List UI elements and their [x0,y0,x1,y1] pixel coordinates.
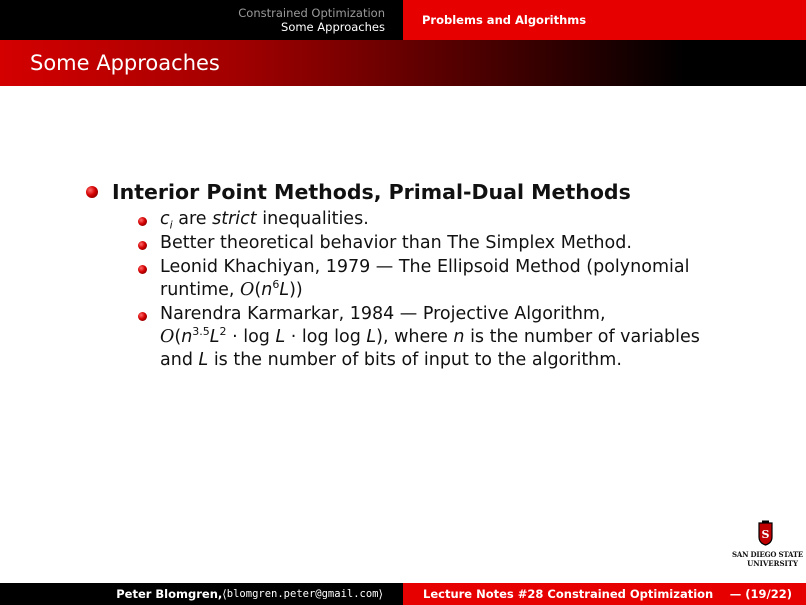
footer-lecture [403,583,806,605]
nav-right-panel [403,0,806,40]
math-var: L [275,327,286,347]
nav-left-panel [0,0,403,40]
bullet-ball-icon [138,241,147,250]
big-o-symbol: O [160,327,175,347]
math-exp: 3.5 [192,325,210,339]
text-span: is the number of bits of input to the algorithm. [208,350,622,370]
list-item-text [160,208,738,231]
bullet-heading: Interior Point Methods, Primal-Dual Methods [112,180,631,204]
bullet-level1 [86,180,756,204]
math-var: L [209,327,220,347]
nav-section-link[interactable]: Constrained Optimization [238,6,385,20]
email-bracket: ⟩ [378,587,383,601]
math-sub: i [169,218,173,232]
text-span: is the number of variables and [160,327,700,370]
bullet-ball-icon [138,265,147,274]
author-email: blomgren.peter@gmail.com [226,588,379,600]
author-name: Peter Blomgren, [116,587,223,601]
lecture-title: Lecture Notes #28 Constrained Optimization [423,587,714,601]
math-text: · log [226,327,276,347]
bullet-ball-icon [138,312,147,321]
top-navigation-bar [0,0,806,40]
logo-text-line2: UNIVERSITY [747,559,798,568]
math-exp: 6 [272,278,280,292]
math-var: n [453,327,465,347]
math-var: n [181,327,193,347]
sub-bullet-list [138,208,738,372]
frame-title-bar [0,40,806,86]
email-bracket: ⟨ [222,587,227,601]
list-item [138,303,738,372]
list-item [138,208,738,231]
math-var: c [160,209,170,229]
footer-author [0,583,403,605]
math-paren: )) [289,280,303,300]
frame-title: Some Approaches [30,51,220,75]
list-item-text [160,256,738,302]
bullet-ball-icon [138,217,147,226]
big-o-symbol: O [240,280,255,300]
math-text: · log log [285,327,367,347]
text-span: Leonid Khachiyan, 1979 — The Ellipsoid Method (polynomial runtime, [160,257,690,300]
page-number: — (19/22) [729,587,792,601]
text-span: are [172,209,213,229]
text-span: ), where [376,327,454,347]
nav-current-link[interactable]: Problems and Algorithms [422,13,587,27]
math-exp: 2 [219,325,227,339]
math-var: n [261,280,273,300]
math-var: L [198,350,209,370]
bullet-ball-icon [86,186,98,198]
shield-letter: S [761,528,770,541]
slide-content [86,180,756,373]
sdsu-logo [732,520,803,570]
footer-bar [0,583,806,605]
list-item [138,256,738,302]
logo-text-line1: SAN DIEGO STATE [732,550,803,559]
shield-icon [757,520,774,546]
math-var: L [279,280,290,300]
text-span: Narendra Karmarkar, 1984 — Projective Algorithm, [160,304,606,324]
list-item [138,232,738,255]
math-paren: ( [254,280,262,300]
nav-subsection-link[interactable]: Some Approaches [281,20,385,34]
math-var: L [366,327,377,347]
text-span: inequalities. [256,209,369,229]
emphasis-text: strict [212,209,257,229]
list-item-text: Better theoretical behavior than The Simplex Method. [160,233,632,253]
math-paren: ( [174,327,182,347]
list-item-text [160,303,738,372]
